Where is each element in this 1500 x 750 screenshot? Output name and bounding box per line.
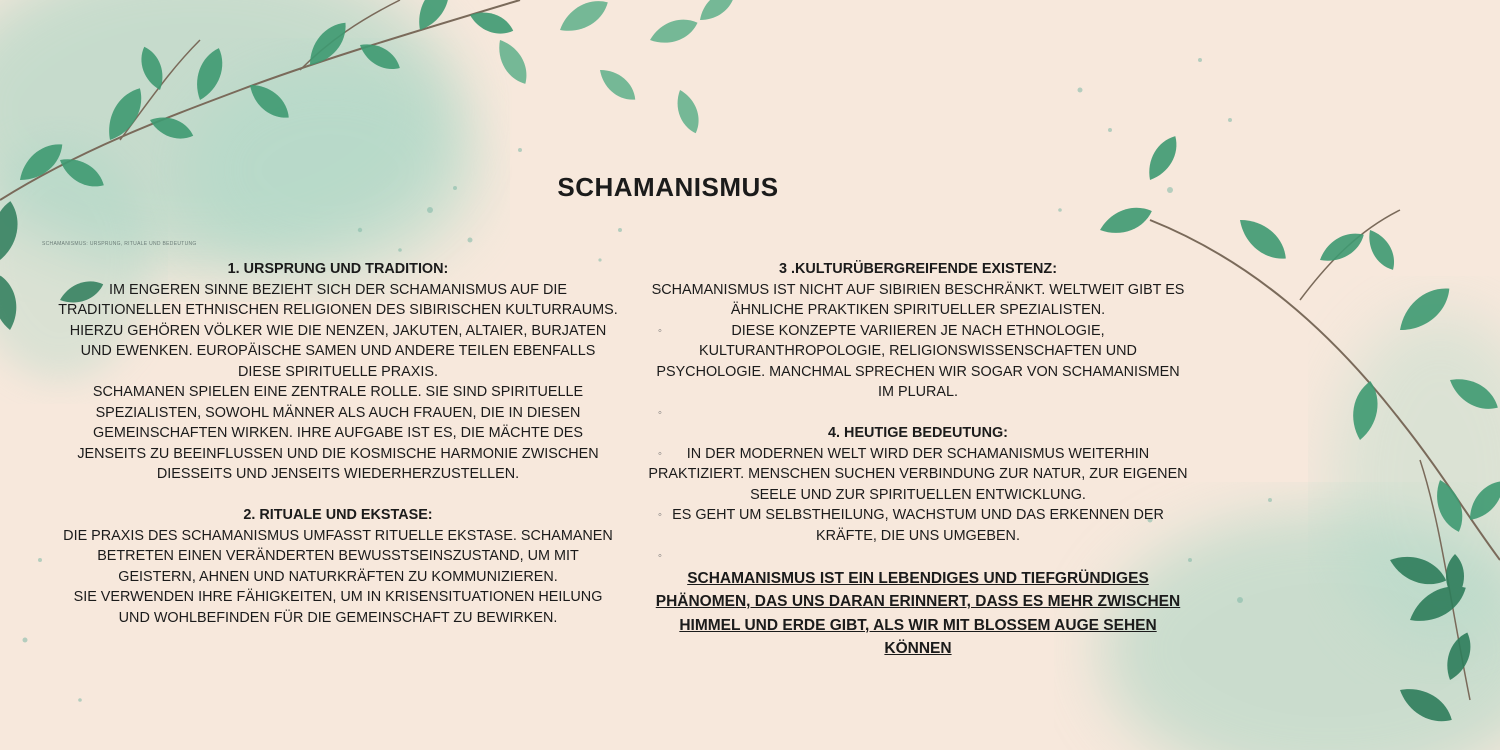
right-column <box>648 259 1188 661</box>
section-3-heading: 3 .KULTURÜBERGREIFENDE EXISTENZ: <box>779 261 1057 277</box>
empty-bullet <box>648 546 1188 567</box>
section-3-bullet-2: ◦ DIESE KONZEPTE VARIIEREN JE NACH ETHNOLOGIE, KULTURANTHROPOLOGIE, RELIGIONSWISSENSCHAFTEN UND PSYCHOLOGIE. MANCHMAL SPRECHEN WIR SOGAR VON SCHAMANISMEN IM PLURAL. <box>648 321 1188 403</box>
section-1-paragraph-2: SCHAMANEN SPIELEN EINE ZENTRALE ROLLE. SIE SIND SPIRITUELLE SPEZIALISTEN, SOWOHL MÄNNER ALS AUCH FRAUEN, DIE IN DIESEN GEMEINSCHAFTEN WIRKEN. IHRE AUFGABE IST ES, DIE MÄCHTE DES JENSEITS ZU BEEINFLUSSEN UND DIE KOSMISCHE HARMONIE ZWISCHEN DIESSEITS UND JENSEITS WIEDERHERZUSTELLEN. <box>77 384 599 482</box>
conclusion-statement: SCHAMANISMUS IST EIN LEBENDIGES UND TIEFGRÜNDIGES PHÄNOMEN, DAS UNS DARAN ERINNERT, DASS ES MEHR ZWISCHEN HIMMEL UND ERDE GIBT, ALS WIR MIT BLOSSEM AUGE SEHEN KÖNNEN <box>655 569 1181 657</box>
section-3-bullet-1: ◦ SCHAMANISMUS IST NICHT AUF SIBIRIEN BESCHRÄNKT. WELTWEIT GIBT ES ÄHNLICHE PRAKTIKEN SPIRITUELLER SPEZIALISTEN. <box>648 280 1188 321</box>
page-title: SCHAMANISMUS <box>557 172 779 202</box>
section-2-paragraph-2: SIE VERWENDEN IHRE FÄHIGKEITEN, UM IN KRISENSITUATIONEN HEILUNG UND WOHLBEFINDEN FÜR DIE GEMEINSCHAFT ZU BEWIRKEN. <box>73 589 603 626</box>
section-1-paragraph-1: IM ENGEREN SINNE BEZIEHT SICH DER SCHAMANISMUS AUF DIE TRADITIONELLEN ETHNISCHEN RELIGIONEN DES SIBIRISCHEN KULTURRAUMS. HIERZU GEHÖREN VÖLKER WIE DIE NENZEN, JAKUTEN, ALTAIER, BURJATEN UND EWENKEN. EUROPÄISCHE SAMEN UND ANDERE TEILEN EBENFALLS DIESE SPIRITUELLE PRAXIS. <box>58 281 618 380</box>
tiny-caption: SCHAMANISMUS: URSPRUNG, RITUALE UND BEDEUTUNG <box>42 241 197 247</box>
empty-bullet <box>648 403 1188 424</box>
section-2-heading: 2. RITUALE UND EKSTASE: <box>243 507 433 523</box>
spacer <box>58 485 618 506</box>
section-1-heading: 1. URSPRUNG UND TRADITION: <box>227 261 449 277</box>
section-4-heading: 4. HEUTIGE BEDEUTUNG: <box>828 425 1008 441</box>
section-4-bullet-2: ◦ ES GEHT UM SELBSTHEILUNG, WACHSTUM UND DAS ERKENNEN DER KRÄFTE, DIE UNS UMGEBEN. <box>648 505 1188 546</box>
left-column <box>58 259 618 628</box>
section-4-bullet-1: ◦ IN DER MODERNEN WELT WIRD DER SCHAMANISMUS WEITERHIN PRAKTIZIERT. MENSCHEN SUCHEN VERBINDUNG ZUR NATUR, ZUR EIGENEN SEELE UND ZUR SPIRITUELLEN ENTWICKLUNG. <box>648 444 1188 506</box>
section-2-paragraph-1: DIE PRAXIS DES SCHAMANISMUS UMFASST RITUELLE EKSTASE. SCHAMANEN BETRETEN EINEN VERÄNDERTEN BEWUSSTSEINSZUSTAND, UM MIT GEISTERN, AHNEN UND NATURKRÄFTEN ZU KOMMUNIZIEREN. <box>63 527 613 585</box>
